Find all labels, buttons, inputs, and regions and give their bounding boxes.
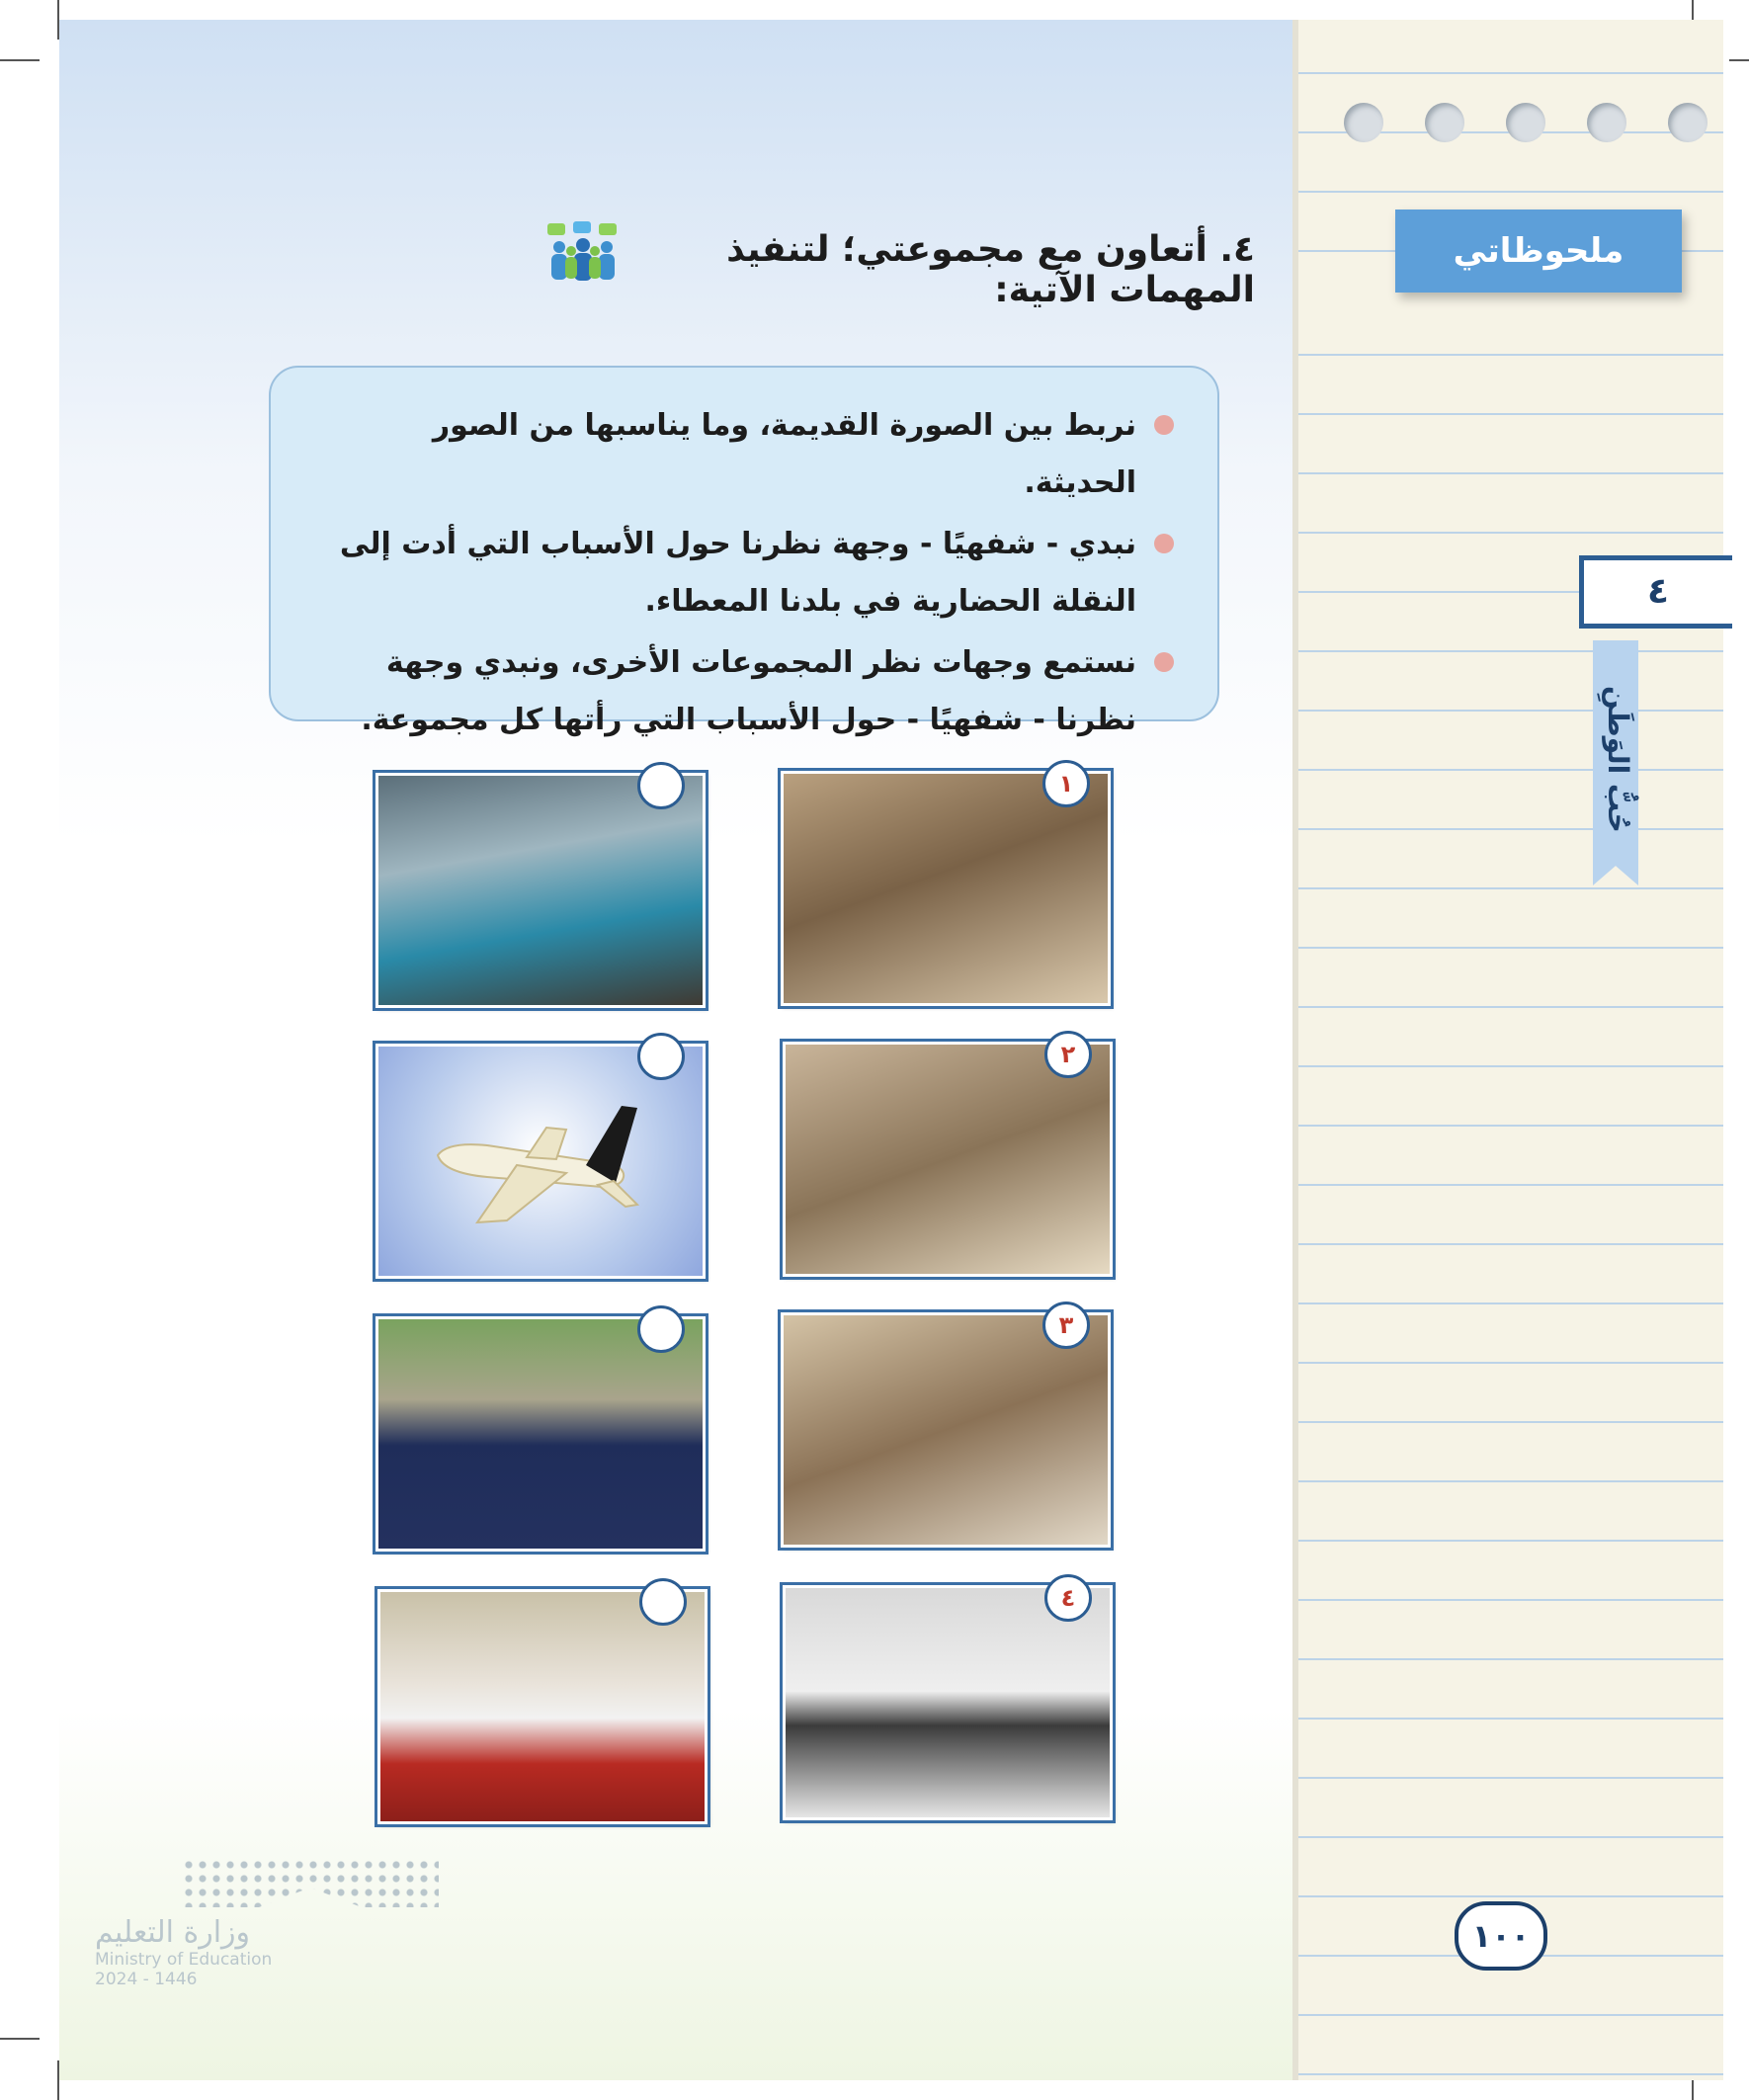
photo-number-badge: ٢ xyxy=(1044,1031,1092,1078)
unit-name: حُبُّ الوَطَنِ xyxy=(1602,685,1634,833)
photo-number-badge xyxy=(637,762,685,809)
ministry-name-english: Ministry of Education xyxy=(95,1950,273,1970)
group-discussion-icon xyxy=(545,221,621,283)
binder-hole xyxy=(1506,103,1545,142)
modern-police-photo xyxy=(375,1316,706,1552)
airplane-icon xyxy=(378,1047,703,1276)
binder-holes xyxy=(1344,103,1707,142)
photo-number-badge xyxy=(637,1305,685,1353)
binder-hole xyxy=(1425,103,1464,142)
binder-hole xyxy=(1587,103,1626,142)
photo-number-badge xyxy=(639,1578,687,1626)
binder-hole xyxy=(1668,103,1707,142)
ministry-dots-icon xyxy=(182,1858,439,1907)
crop-mark xyxy=(0,59,40,61)
crop-mark xyxy=(57,0,59,40)
modern-mall-photo xyxy=(375,773,706,1008)
photo-number-badge: ٤ xyxy=(1044,1574,1092,1622)
old-soldiers-photo xyxy=(781,1312,1111,1548)
notes-panel xyxy=(1292,20,1723,2080)
photo-number-badge: ٣ xyxy=(1042,1302,1090,1349)
unit-number: ٤ xyxy=(1579,555,1732,629)
crop-mark xyxy=(0,2038,40,2040)
activity-heading: ٤. أتعاون مع مجموعتي؛ لتنفيذ المهمات الآتية: xyxy=(726,229,1255,310)
old-street-photo xyxy=(783,1042,1113,1277)
task-item: نبدي - شفهيًا - وجهة نظرنا حول الأسباب التي أدت إلى النقلة الحضارية في بلدنا المعطاء. xyxy=(310,516,1174,630)
binder-hole xyxy=(1344,103,1383,142)
ministry-logo xyxy=(95,1858,439,1989)
mosque-prayer-photo xyxy=(377,1589,708,1824)
task-box xyxy=(269,366,1219,737)
ministry-name-arabic: وزارة التعليم xyxy=(95,1915,251,1950)
crop-mark xyxy=(1729,59,1749,61)
airplane-photo xyxy=(375,1044,706,1279)
photo-number-badge: ١ xyxy=(1042,760,1090,807)
task-item: نربط بين الصورة القديمة، وما يناسبها من الصور الحديثة. xyxy=(310,397,1174,512)
task-item: نستمع وجهات نظر المجموعات الأخرى، ونبدي وجهة نظرنا - شفهيًا - حول الأسباب التي رأتها كل مجموعة. xyxy=(310,634,1174,749)
old-camel-caravan-photo xyxy=(783,1585,1113,1820)
ministry-year: 2024 - 1446 xyxy=(95,1970,198,1989)
old-marketplace-photo xyxy=(781,771,1111,1006)
page-number: ١٠٠ xyxy=(1455,1901,1547,1971)
crop-mark xyxy=(57,2060,59,2100)
notes-title: ملحوظاتي xyxy=(1395,210,1682,293)
